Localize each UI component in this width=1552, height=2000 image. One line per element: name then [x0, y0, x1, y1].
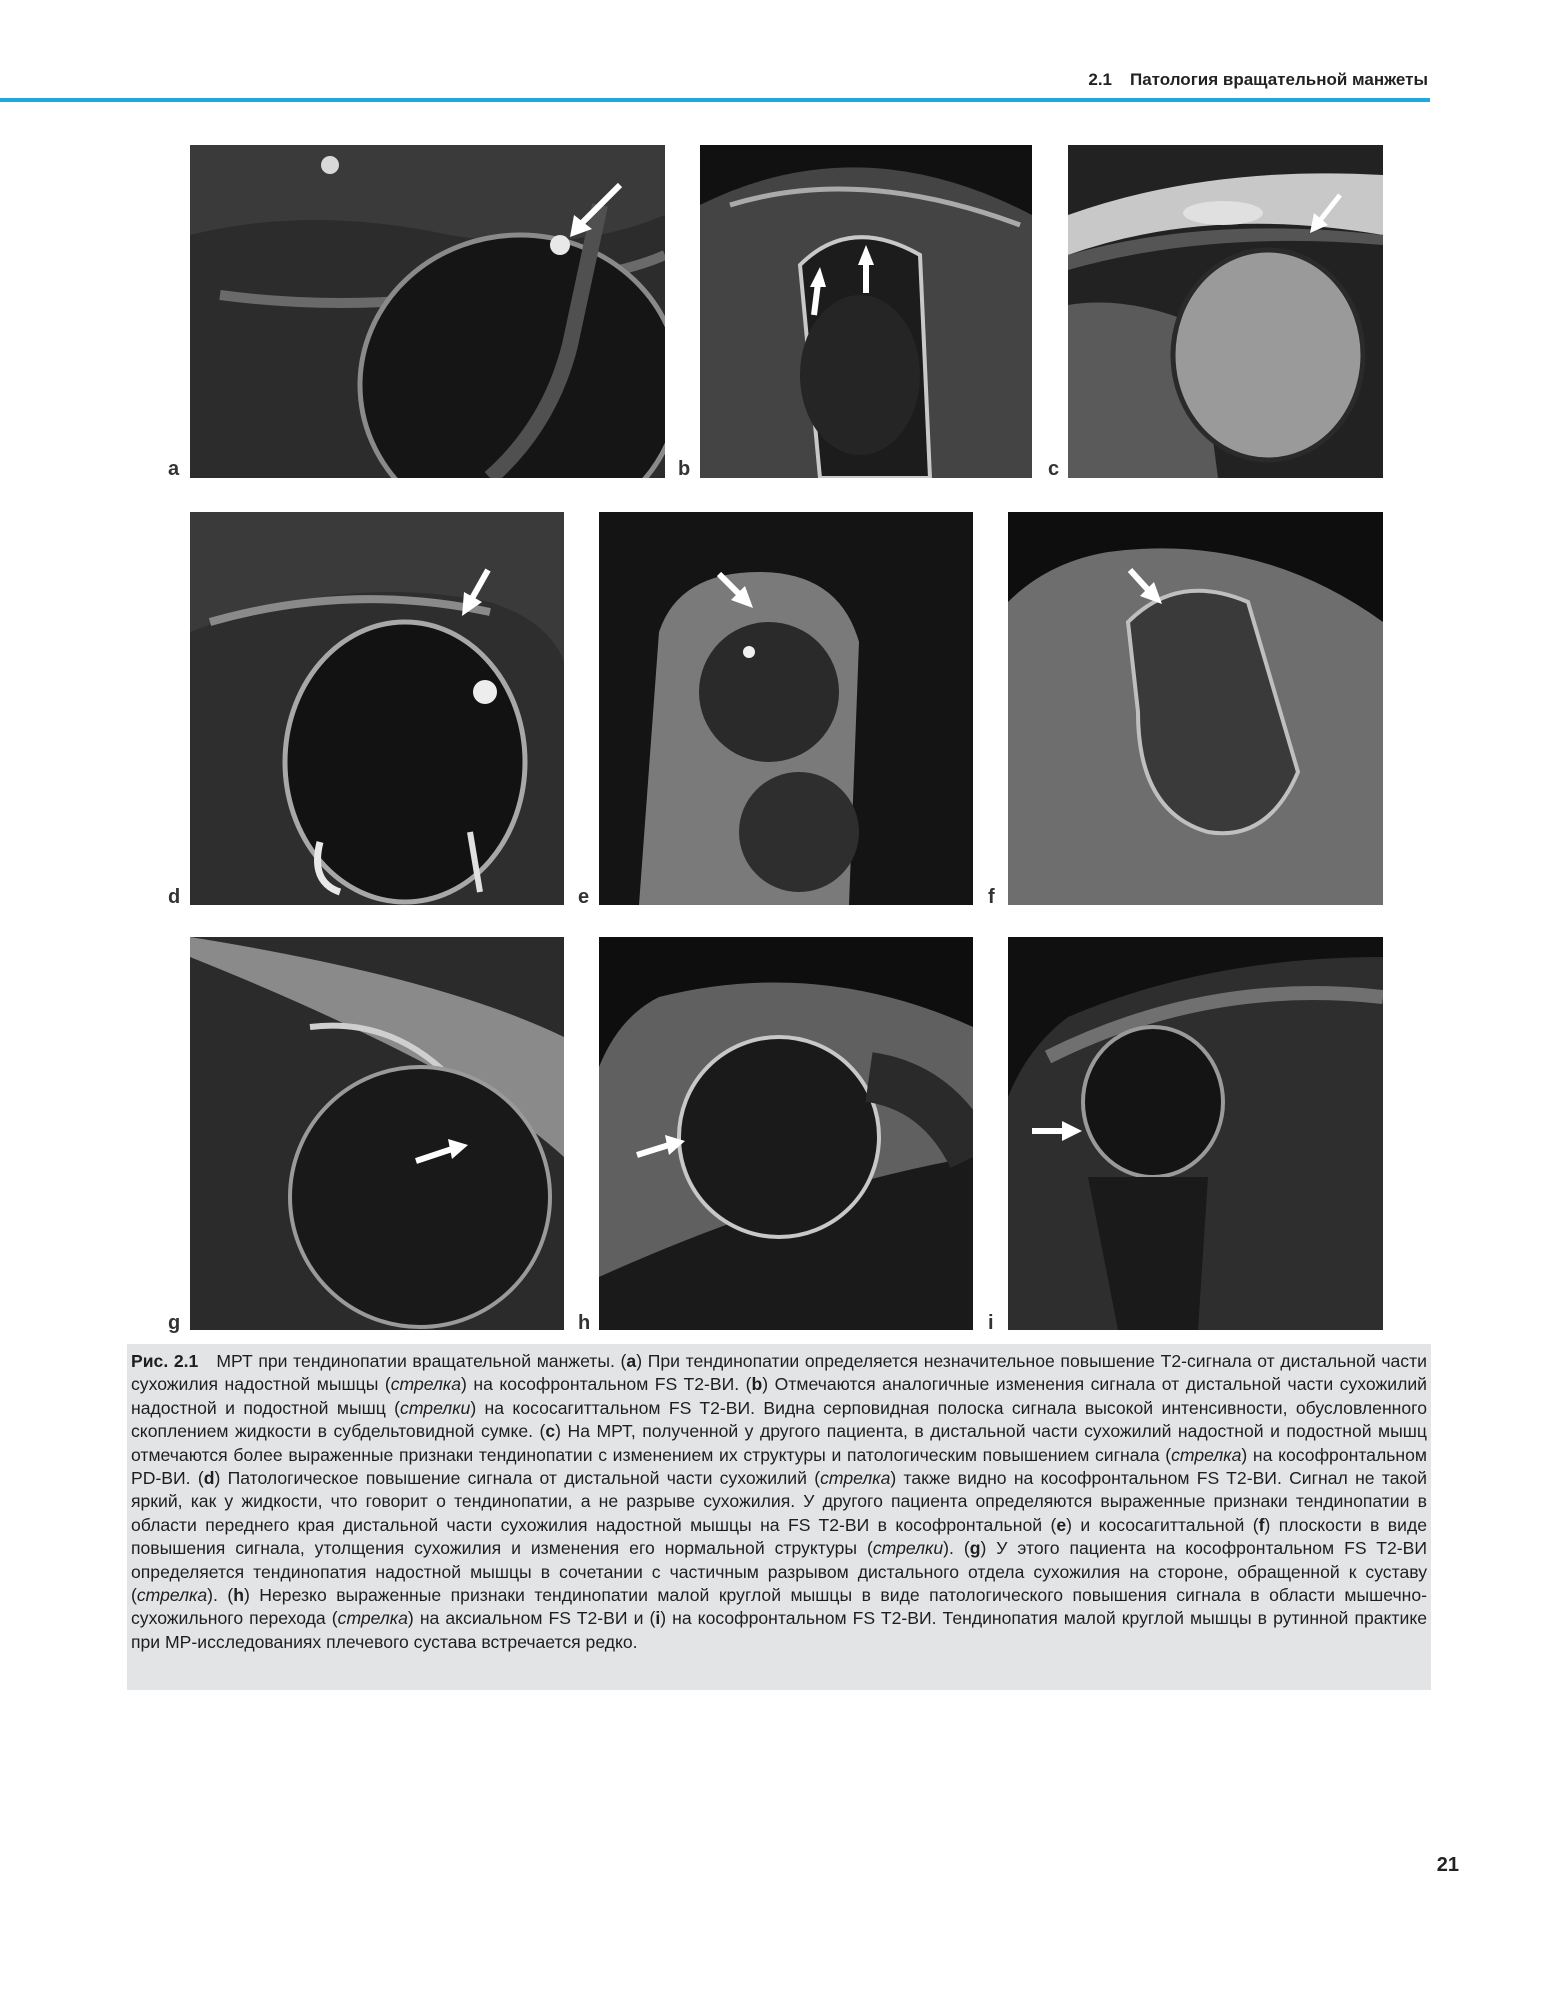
running-head [1088, 70, 1428, 90]
caption-segment: ) При тендинопатии определяется незначительное повышение Т2-сигнала от дистальной части сухожилия надостной мышцы ( [131, 1351, 1427, 1395]
caption-segment: стрелка [337, 1608, 408, 1629]
mri-panel-f [1008, 512, 1383, 905]
caption-segment: стрелка [1171, 1444, 1242, 1465]
panel-label-d: d [168, 886, 181, 908]
caption-segment: стрелки [872, 1538, 944, 1559]
mri-panel-c [1068, 145, 1383, 478]
caption-segment: стрелка [390, 1374, 461, 1395]
arrow-icon [1068, 145, 1383, 478]
panel-label-e: e [578, 886, 590, 908]
arrow-icon [190, 512, 564, 905]
caption-segment: ). ( [943, 1538, 970, 1559]
caption-segment: i [655, 1608, 661, 1629]
figure-caption [127, 1344, 1431, 1690]
page-number: 21 [1436, 1854, 1459, 1876]
caption-segment: g [969, 1538, 981, 1559]
arrow-icon [190, 145, 665, 478]
arrow-icon [1008, 937, 1383, 1330]
mri-panel-a [190, 145, 665, 478]
caption-segment: МРТ при тендинопатии вращательной манжеты. ( [216, 1351, 627, 1371]
caption-segment: ) на аксиальном FS T2-ВИ и ( [407, 1608, 656, 1629]
mri-panel-g [190, 937, 564, 1330]
mri-panel-d [190, 512, 564, 905]
caption-segment: ) У этого пациента на кософронтальном FS T2-ВИ определяется тендинопатия надостной мышцы в сочетании с частичным разрывом дистального отдела сухожилия на стороне, обращенной к суставу ( [131, 1538, 1427, 1606]
arrow-icon [190, 937, 564, 1330]
caption-segment: e [1056, 1514, 1067, 1535]
caption-segment: ) также видно на кософронтальном FS T2-ВИ. Сигнал не такой яркий, как у жидкости, что говорит о тендинопатии, а не разрыве сухожилия. У другого пациента определяются выраженные признаки тендинопатии в области переднего края дистальной части сухожилия надостной мышцы на FS T2-ВИ в кософронтальной ( [131, 1468, 1427, 1535]
caption-segment: ) На МРТ, полученной у другого пациента, в дистальной части сухожилий надостной и подостной мышц отмечаются более выраженные признаки тендинопатии с изменением их структуры и патологическим повышением сигнала ( [131, 1421, 1427, 1465]
caption-segment: a [626, 1351, 637, 1371]
caption-segment: ) на кософронтальном PD-ВИ. ( [131, 1444, 1427, 1489]
panel-label-i: i [988, 1312, 994, 1334]
caption-segment: h [233, 1585, 244, 1606]
arrow-icon [1008, 512, 1383, 905]
panel-label-b: b [678, 458, 691, 480]
caption-segment: ) и кососагиттальной ( [1066, 1514, 1259, 1535]
mri-panel-i [1008, 937, 1383, 1330]
caption-segment: ) на кософронтальном FS T2-ВИ. ( [461, 1374, 752, 1395]
panel-label-c: c [1048, 458, 1060, 480]
caption-segment: c [545, 1421, 556, 1442]
arrow-icon [599, 512, 973, 905]
caption-segment: ) на кософронтальном FS T2-ВИ. Тендинопатия малой круглой мышцы в рутинной практике при МР-исследованиях плечевого сустава встречается редко. [131, 1608, 1427, 1652]
caption-segment: стрелки [400, 1397, 471, 1418]
caption-segment: ) Нерезко выраженные признаки тендинопатии малой круглой мышцы в виде патологического повышения сигнала в области мышечно-сухожильного перехода ( [131, 1585, 1427, 1629]
caption-segment: ) Отмечаются аналогичные изменения сигнала от дистальной части сухожилий надостной и подостной мышц ( [131, 1374, 1427, 1418]
mri-panel-h [599, 937, 973, 1330]
panel-label-a: a [168, 458, 180, 480]
arrow-icon [599, 937, 973, 1330]
header-rule [0, 98, 1430, 102]
arrow-icon [700, 145, 1032, 478]
caption-label: Рис. 2.1 [131, 1351, 199, 1371]
panel-label-g: g [168, 1312, 181, 1334]
caption-segment: ). ( [207, 1585, 234, 1606]
panel-label-h: h [578, 1312, 591, 1334]
mri-panel-e [599, 512, 973, 905]
panel-label-f: f [988, 886, 995, 908]
section-title: Патология вращательной манжеты [1130, 70, 1428, 89]
caption-segment: ) плоскости в виде повышения сигнала, утолщения сухожилия и изменения его нормальной структуры ( [131, 1514, 1428, 1559]
caption-segment: ) на кососагиттальном FS T2-ВИ. Видна серповидная полоска сигнала высокой интенсивности, обусловленного скоплением жидкости в субдельтовидной сумке. ( [131, 1397, 1427, 1442]
section-number: 2.1 [1088, 70, 1112, 89]
caption-segment: d [203, 1468, 215, 1489]
caption-segment: f [1258, 1514, 1265, 1535]
caption-segment: b [751, 1374, 763, 1395]
mri-panel-b [700, 145, 1032, 478]
caption-body [131, 1351, 1427, 1652]
caption-segment: стрелка [136, 1585, 208, 1606]
caption-segment: ) Патологическое повышение сигнала от дистальной части сухожилий ( [214, 1468, 821, 1489]
caption-segment: стрелка [820, 1468, 891, 1489]
